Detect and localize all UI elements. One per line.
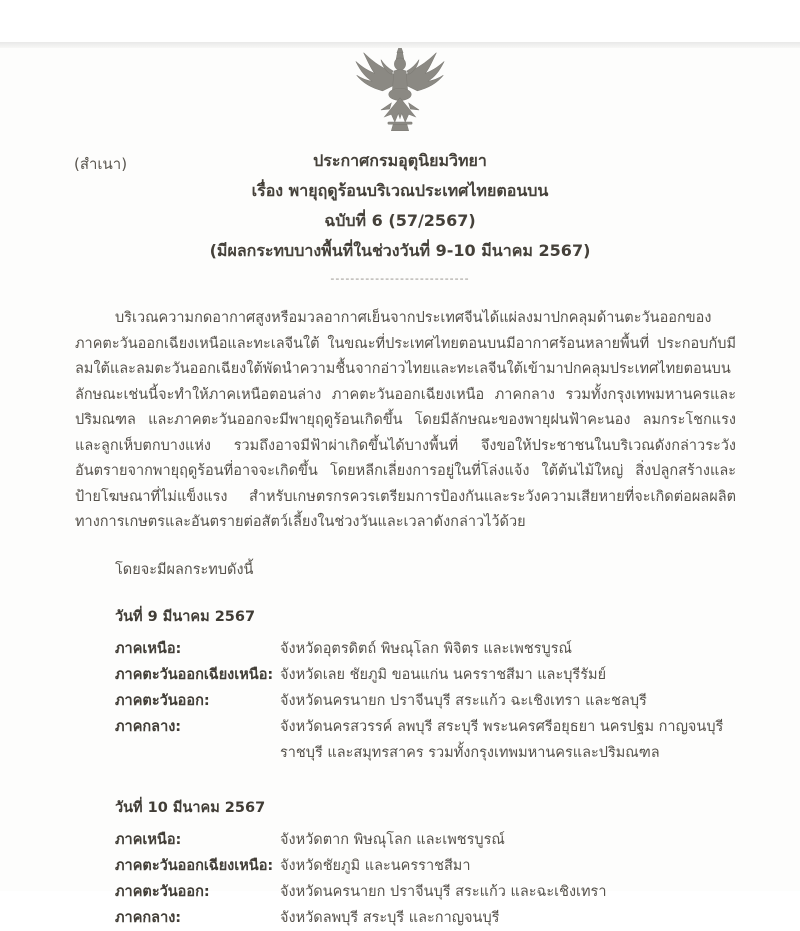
impact-section-march-10 xyxy=(115,796,736,931)
impact-row xyxy=(115,879,736,905)
title-agency: ประกาศกรมอุตุนิยมวิทยา xyxy=(313,151,487,170)
impact-row xyxy=(115,636,736,662)
province-list: จังหวัดนครนายก ปราจีนบุรี สระแก้ว และฉะเชิงเทรา xyxy=(280,883,607,900)
title-subject: เรื่อง พายุฤดูร้อนบริเวณประเทศไทยตอนบน xyxy=(251,181,549,200)
copy-label: (สำเนา) xyxy=(74,155,128,173)
region-label: ภาคตะวันออก: xyxy=(115,883,210,900)
title-issue-number: ฉบับที่ 6 (57/2567) xyxy=(324,211,476,230)
province-list: จังหวัดลพบุรี สระบุรี และกาญจนบุรี xyxy=(280,909,500,926)
province-list: จังหวัดอุตรดิตถ์ พิษณุโลก พิจิตร และเพชรบูรณ์ xyxy=(280,640,572,657)
announcement-paragraph: บริเวณความกดอากาศสูงหรือมวลอากาศเย็นจากประเทศจีนได้แผ่ลงมาปกคลุมด้านตะวันออกของภาคตะวันออกเฉียงเหนือและทะเลจีนใต้ ในขณะที่ประเทศไทยตอนบนมีอากาศร้อนหลายพื้นที่ ประกอบกับมีลมใต้และลมตะวันออกเฉียงใต้พัดนำความชื้นจากอ่าวไทยและทะเลจีนใต้เข้ามาปกคลุมประเทศไทยตอนบน ลักษณะเช่นนี้จะทำให้ภาคเหนือตอนล่าง ภาคตะวันออกเฉียงเหนือ ภาคกลาง รวมทั้งกรุงเทพมหานครและปริมณฑล และภาคตะวันออกจะมีพายุฤดูร้อนเกิดขึ้น โดยมีลักษณะของพายุฝนฟ้าคะนอง ลมกระโชกแรง และลูกเห็บตกบางแห่ง รวมถึงอาจมีฟ้าผ่าเกิดขึ้นได้บางพื้นที่ จึงขอให้ประชาชนในบริเวณดังกล่าวระวังอันตรายจากพายุฤดูร้อนที่อาจจะเกิดขึ้น โดยหลีกเลี่ยงการอยู่ในที่โล่งแจ้ง ใต้ต้นไม้ใหญ่ สิ่งปลูกสร้างและป้ายโฆษณาที่ไม่แข็งแรง สำหรับเกษตรกรควรเตรียมการป้องกันและระวังความเสียหายที่จะเกิดต่อผลผลิตทางการเกษตรและอันตรายต่อสัตว์เลี้ยงในช่วงวันและเวลาดังกล่าวไว้ด้วย xyxy=(75,310,736,530)
impact-intro: โดยจะมีผลกระทบดังนี้ xyxy=(115,561,254,578)
impact-row xyxy=(115,688,736,714)
impact-row xyxy=(115,905,736,931)
dashed-divider: ---------------------------- xyxy=(330,272,470,285)
date-header: วันที่ 9 มีนาคม 2567 xyxy=(115,608,256,625)
document-page xyxy=(0,42,800,926)
impact-row xyxy=(115,714,736,766)
region-label: ภาคเหนือ: xyxy=(115,640,182,657)
province-list: จังหวัดนครนายก ปราจีนบุรี สระแก้ว ฉะเชิงเทรา และชลบุรี xyxy=(280,692,647,709)
scan-edge-artifact xyxy=(0,42,800,48)
province-list: จังหวัดเลย ชัยภูมิ ขอนแก่น นครราชสีมา และบุรีรัมย์ xyxy=(280,666,607,683)
province-list: จังหวัดนครสวรรค์ ลพบุรี สระบุรี พระนครศรีอยุธยา นครปฐม กาญจนบุรี ราชบุรี และสมุทรสาคร รวมทั้งกรุงเทพมหานครและปริมณฑล xyxy=(280,718,724,761)
region-label: ภาคกลาง: xyxy=(115,718,182,735)
date-header: วันที่ 10 มีนาคม 2567 xyxy=(115,799,266,816)
document-content xyxy=(0,306,800,931)
impact-row xyxy=(115,827,736,853)
garuda-emblem-icon xyxy=(348,42,452,138)
impact-row xyxy=(115,662,736,688)
province-list: จังหวัดตาก พิษณุโลก และเพชรบูรณ์ xyxy=(280,831,505,848)
region-label: ภาคตะวันออกเฉียงเหนือ: xyxy=(115,857,274,874)
impact-section-march-9 xyxy=(115,605,736,766)
region-label: ภาคเหนือ: xyxy=(115,831,182,848)
region-label: ภาคกลาง: xyxy=(115,909,182,926)
province-list: จังหวัดชัยภูมิ และนครราชสีมา xyxy=(280,857,471,874)
region-label: ภาคตะวันออกเฉียงเหนือ: xyxy=(115,666,274,683)
title-effect-dates: (มีผลกระทบบางพื้นที่ในช่วงวันที่ 9-10 มีนาคม 2567) xyxy=(209,241,591,260)
impact-row xyxy=(115,853,736,879)
region-label: ภาคตะวันออก: xyxy=(115,692,210,709)
